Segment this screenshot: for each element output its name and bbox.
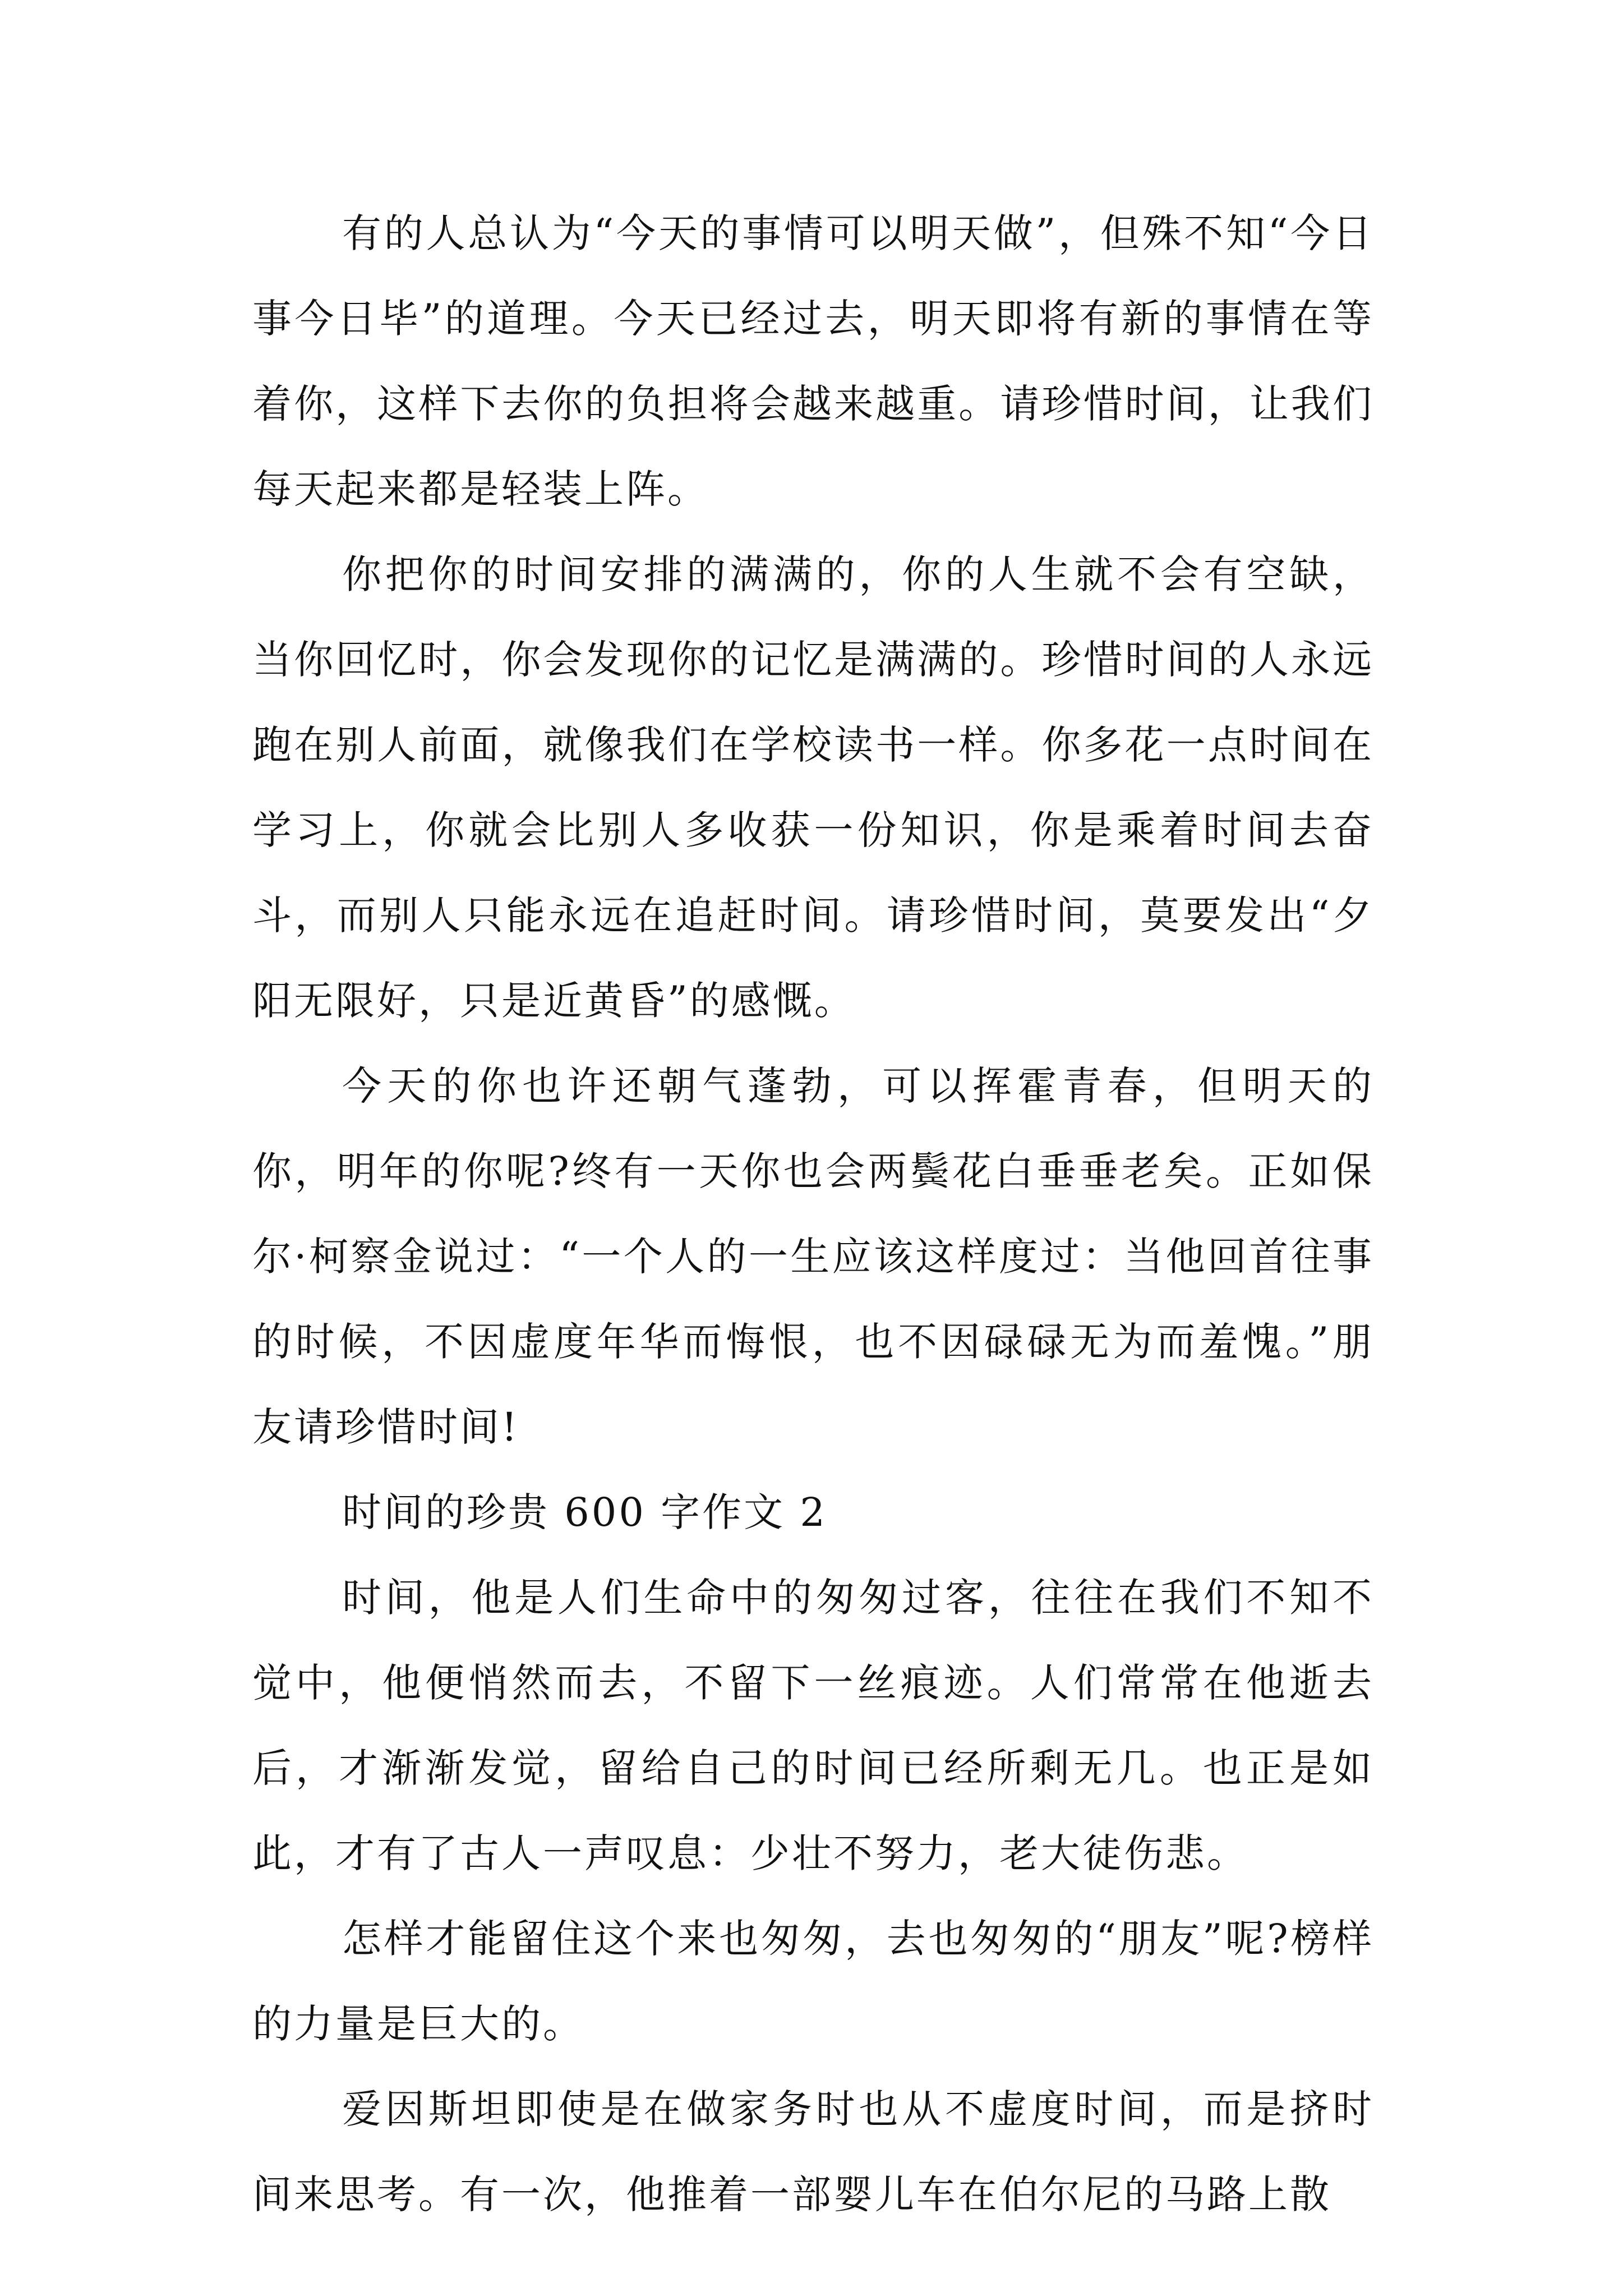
paragraph: 爱因斯坦即使是在做家务时也从不虚度时间，而是挤时间来思考。有一次，他推着一部婴儿车在伯尔尼的马路上散 xyxy=(252,2086,1374,2217)
paragraph: 有的人总认为“今天的事情可以明天做”，但殊不知“今日事今日毕”的道理。今天已经过去，明天即将有新的事情在等着你，这样下去你的负担将会越来越重。请珍惜时间，让我们每天起来都是轻装上阵。 xyxy=(252,210,1374,512)
paragraph: 怎样才能留住这个来也匆匆，去也匆匆的“朋友”呢?榜样的力量是巨大的。 xyxy=(252,1916,1374,2047)
paragraph: 今天的你也许还朝气蓬勃，可以挥霍青春，但明天的你，明年的你呢?终有一天你也会两鬓花白垂垂老矣。正如保尔·柯察金说过：“一个人的一生应该这样度过：当他回首往事的时候，不因虚度年华而悔恨，也不因碌碌无为而羞愧。”朋友请珍惜时间! xyxy=(252,1063,1374,1450)
paragraph: 时间，他是人们生命中的匆匆过客，往往在我们不知不觉中，他便悄然而去，不留下一丝痕迹。人们常常在他逝去后，才渐渐发觉，留给自己的时间已经所剩无几。也正是如此，才有了古人一声叹息：少壮不努力，老大徒伤悲。 xyxy=(252,1575,1374,1876)
paragraph: 你把你的时间安排的满满的，你的人生就不会有空缺，当你回忆时，你会发现你的记忆是满满的。珍惜时间的人永远跑在别人前面，就像我们在学校读书一样。你多花一点时间在学习上，你就会比别人多收获一份知识，你是乘着时间去奋斗，而别人只能永远在追赶时间。请珍惜时间，莫要发出“夕阳无限好，只是近黄昏”的感慨。 xyxy=(252,551,1374,1024)
document-body xyxy=(252,191,1374,2237)
section-title: 时间的珍贵 600 字作文 2 xyxy=(342,1489,827,1535)
